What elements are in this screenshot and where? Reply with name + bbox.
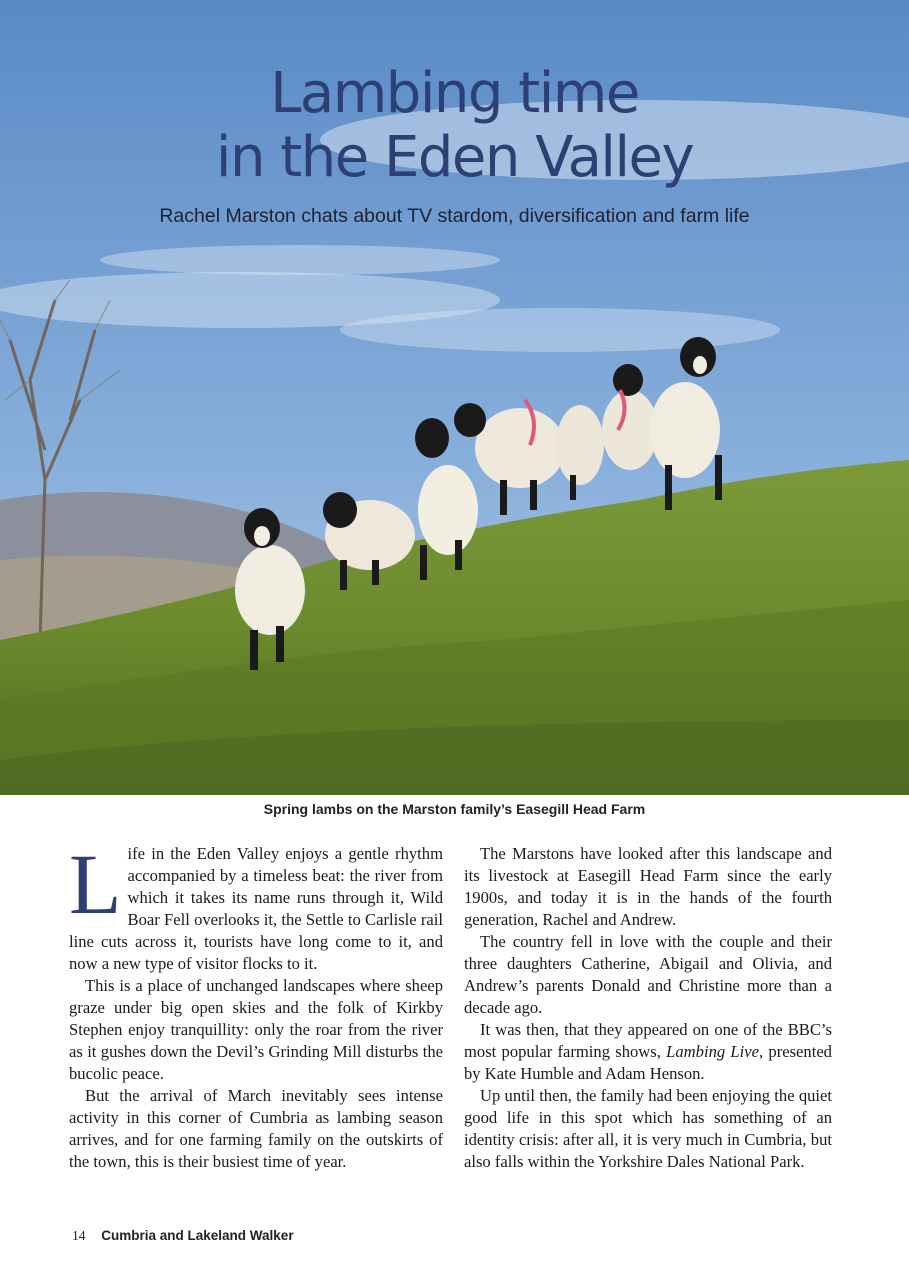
title-line-2: in the Eden Valley — [215, 125, 694, 190]
paragraph-text: It was then, that they appeared on one of the BBC’s most popular farming shows, — [464, 1020, 832, 1061]
photo-caption: Spring lambs on the Marston family’s Easegill Head Farm — [263, 801, 646, 817]
article-subtitle: Rachel Marston chats about TV stardom, diversification and farm life — [159, 205, 750, 227]
drop-cap: L — [69, 836, 122, 932]
body-column-right — [464, 843, 832, 1173]
page-number: 14 — [72, 1228, 86, 1243]
body-paragraph-5: The country fell in love with the couple and their three daughters Catherine, Abigail and Olivia, and Andrew’s parents Donald and Christine more than a decade ago. — [464, 932, 832, 1017]
page-footer — [72, 1228, 294, 1244]
title-line-1: Lambing time — [270, 61, 639, 126]
article-title — [0, 62, 909, 190]
body-paragraph-2: This is a place of unchanged landscapes where sheep graze under big open skies and the folk of Kirkby Stephen enjoy tranquillity: only the roar from the river as it gushes down the Devil’s Grinding Mill disturbs the bucolic peace. — [69, 976, 443, 1083]
body-paragraph-3: But the arrival of March inevitably sees intense activity in this corner of Cumbria as lambing season arrives, and for one farming family on the outskirts of the town, this is their busiest time of year. — [69, 1086, 443, 1171]
publication-name: Cumbria and Lakeland Walker — [101, 1228, 294, 1243]
show-title: Lambing Live — [666, 1042, 759, 1061]
paragraph-text: , presented by Kate Humble and Adam Henson. — [464, 1042, 832, 1083]
body-column-left — [69, 836, 443, 1173]
paragraph-text: ife in the Eden Valley enjoys a gentle rhythm accompanied by a timeless beat: the river from which it takes its name runs through it, Wild Boar Fell overlooks it, the Settle to Carlisle rail line cuts across it, tourists have long come to it, and now a new type of visitor flocks to it. — [69, 844, 443, 973]
body-paragraph-7: Up until then, the family had been enjoying the quiet good life in this spot which has something of an identity crisis: after all, it is very much in Cumbria, but also falls within the Yorkshire Dales National Park. — [464, 1086, 832, 1171]
body-paragraph-4: The Marstons have looked after this landscape and its livestock at Easegill Head Farm since the early 1900s, and today it is in the hands of the fourth generation, Rachel and Andrew. — [464, 844, 832, 929]
body-paragraph-6 — [464, 1019, 832, 1085]
body-paragraph-1 — [69, 836, 443, 975]
